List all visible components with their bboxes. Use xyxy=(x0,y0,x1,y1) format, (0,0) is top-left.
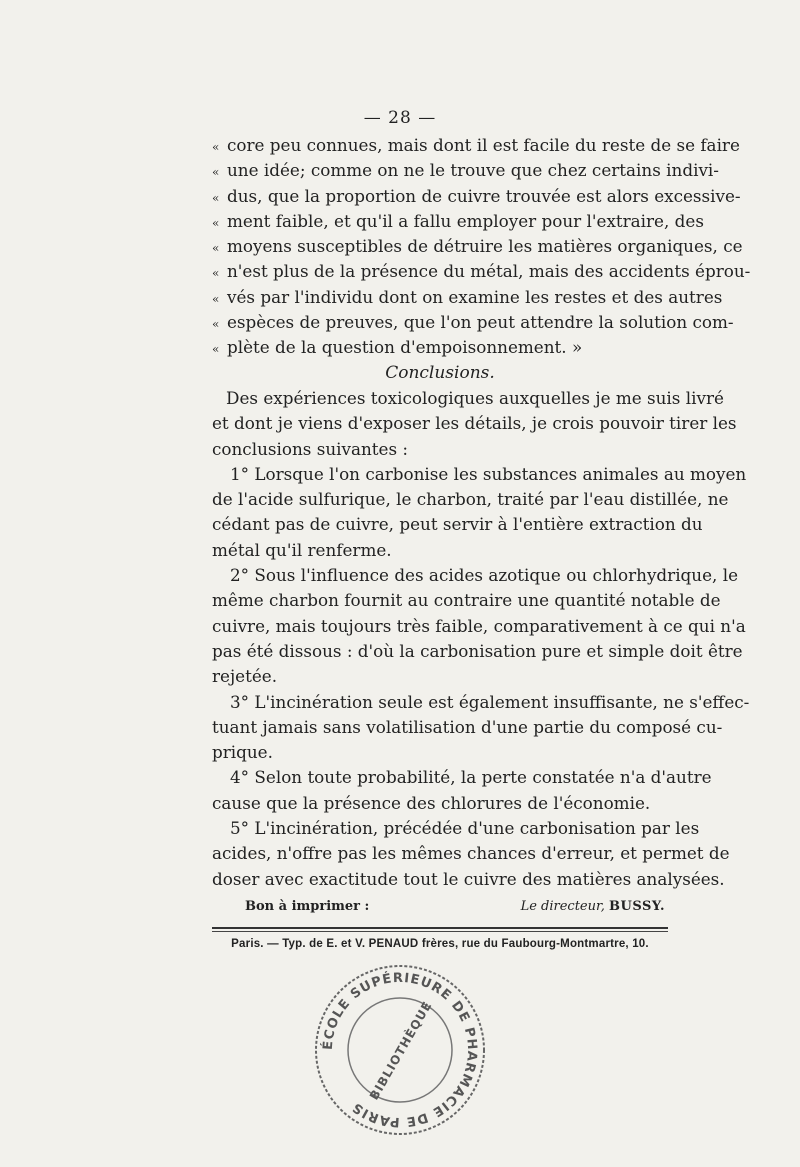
conclusion-line: cuivre, mais toujours très faible, comparativement à ce qui n'a xyxy=(212,615,746,636)
conclusion-line: 1° Lorsque l'on carbonise les substances animales au moyen xyxy=(230,463,747,484)
quoted-line: « core peu connues, mais dont il est facile du reste de se faire xyxy=(212,133,668,158)
director-name: BUSSY. xyxy=(609,899,665,914)
conclusion-line: même charbon fournit au contraire une quantité notable de xyxy=(212,590,721,611)
divider xyxy=(212,927,668,929)
page-number: — 28 — xyxy=(363,108,437,128)
quoted-line: « n'est plus de la présence du métal, mais des accidents éprou- xyxy=(212,259,668,284)
quote-mark: « xyxy=(212,266,220,281)
conclusion-line: 5° L'incinération, précédée d'une carbonisation par les xyxy=(230,818,700,839)
quoted-line: « moyens susceptibles de détruire les matières organiques, ce xyxy=(212,234,668,259)
quoted-line: « une idée; comme on ne le trouve que chez certains indivi- xyxy=(212,158,668,183)
conclusion-line: 2° Sous l'influence des acides azotique ou chlorhydrique, le xyxy=(230,565,739,586)
printer-imprint: Paris. — Typ. de E. et V. PENAUD frères, rue du Faubourg-Montmartre, 10. xyxy=(231,938,649,950)
quote-mark: « xyxy=(212,241,220,256)
paragraph-line: Des expériences toxicologiques auxquelles je me suis livré xyxy=(226,387,724,408)
quote-mark: « xyxy=(212,291,220,306)
conclusion-line: rejetée. xyxy=(212,666,278,687)
stamp-inner-text: BIBLIOTHÈQUE xyxy=(366,998,435,1103)
quote-mark: « xyxy=(212,215,220,230)
paragraph-line: conclusions suivantes : xyxy=(212,438,409,459)
director-role: Le directeur, xyxy=(520,899,605,914)
quoted-line: « dus, que la proportion de cuivre trouvée est alors excessive- xyxy=(212,184,668,209)
conclusion-line: métal qu'il renferme. xyxy=(212,539,392,560)
body-text xyxy=(212,133,751,892)
quote-mark: « xyxy=(212,165,220,180)
stamp-outer-text: ÉCOLE SUPÉRIEURE DE PHARMACIE DE PARIS xyxy=(320,970,480,1130)
quoted-line: « plète de la question d'empoisonnement. » xyxy=(212,335,668,360)
conclusion-line: 3° L'incinération seule est également insuffisante, ne s'effec- xyxy=(230,691,750,712)
conclusion-line: doser avec exactitude tout le cuivre des matières analysées. xyxy=(212,868,725,889)
conclusion-line: de l'acide sulfurique, le charbon, traité par l'eau distillée, ne xyxy=(212,489,729,510)
quote-mark: « xyxy=(212,342,220,357)
conclusion-line: pas été dissous : d'où la carbonisation pure et simple doit être xyxy=(212,640,743,661)
conclusion-line: 4° Selon toute probabilité, la perte constatée n'a d'autre xyxy=(230,767,712,788)
section-heading: Conclusions. xyxy=(385,362,495,383)
quoted-line: « vés par l'individu dont on examine les restes et des autres xyxy=(212,285,668,310)
divider xyxy=(212,931,668,932)
quote-mark: « xyxy=(212,317,220,332)
conclusion-line: prique. xyxy=(212,742,273,763)
quote-mark: « xyxy=(212,190,220,205)
quote-mark: « xyxy=(212,140,220,154)
conclusion-line: cause que la présence des chlorures de l'économie. xyxy=(212,792,651,813)
conclusion-line: acides, n'offre pas les mêmes chances d'erreur, et permet de xyxy=(212,843,730,864)
approval-label: Bon à imprimer : xyxy=(245,899,370,914)
paragraph-line: et dont je viens d'exposer les détails, je crois pouvoir tirer les xyxy=(212,413,737,434)
quoted-line: « espèces de preuves, que l'on peut attendre la solution com- xyxy=(212,310,668,335)
quoted-line: « ment faible, et qu'il a fallu employer pour l'extraire, des xyxy=(212,209,668,234)
conclusion-line: cédant pas de cuivre, peut servir à l'entière extraction du xyxy=(212,514,703,535)
conclusion-line: tuant jamais sans volatilisation d'une partie du composé cu- xyxy=(212,716,723,737)
signature-line xyxy=(245,897,665,917)
library-stamp-icon xyxy=(310,960,490,1140)
director-signature xyxy=(521,897,665,917)
